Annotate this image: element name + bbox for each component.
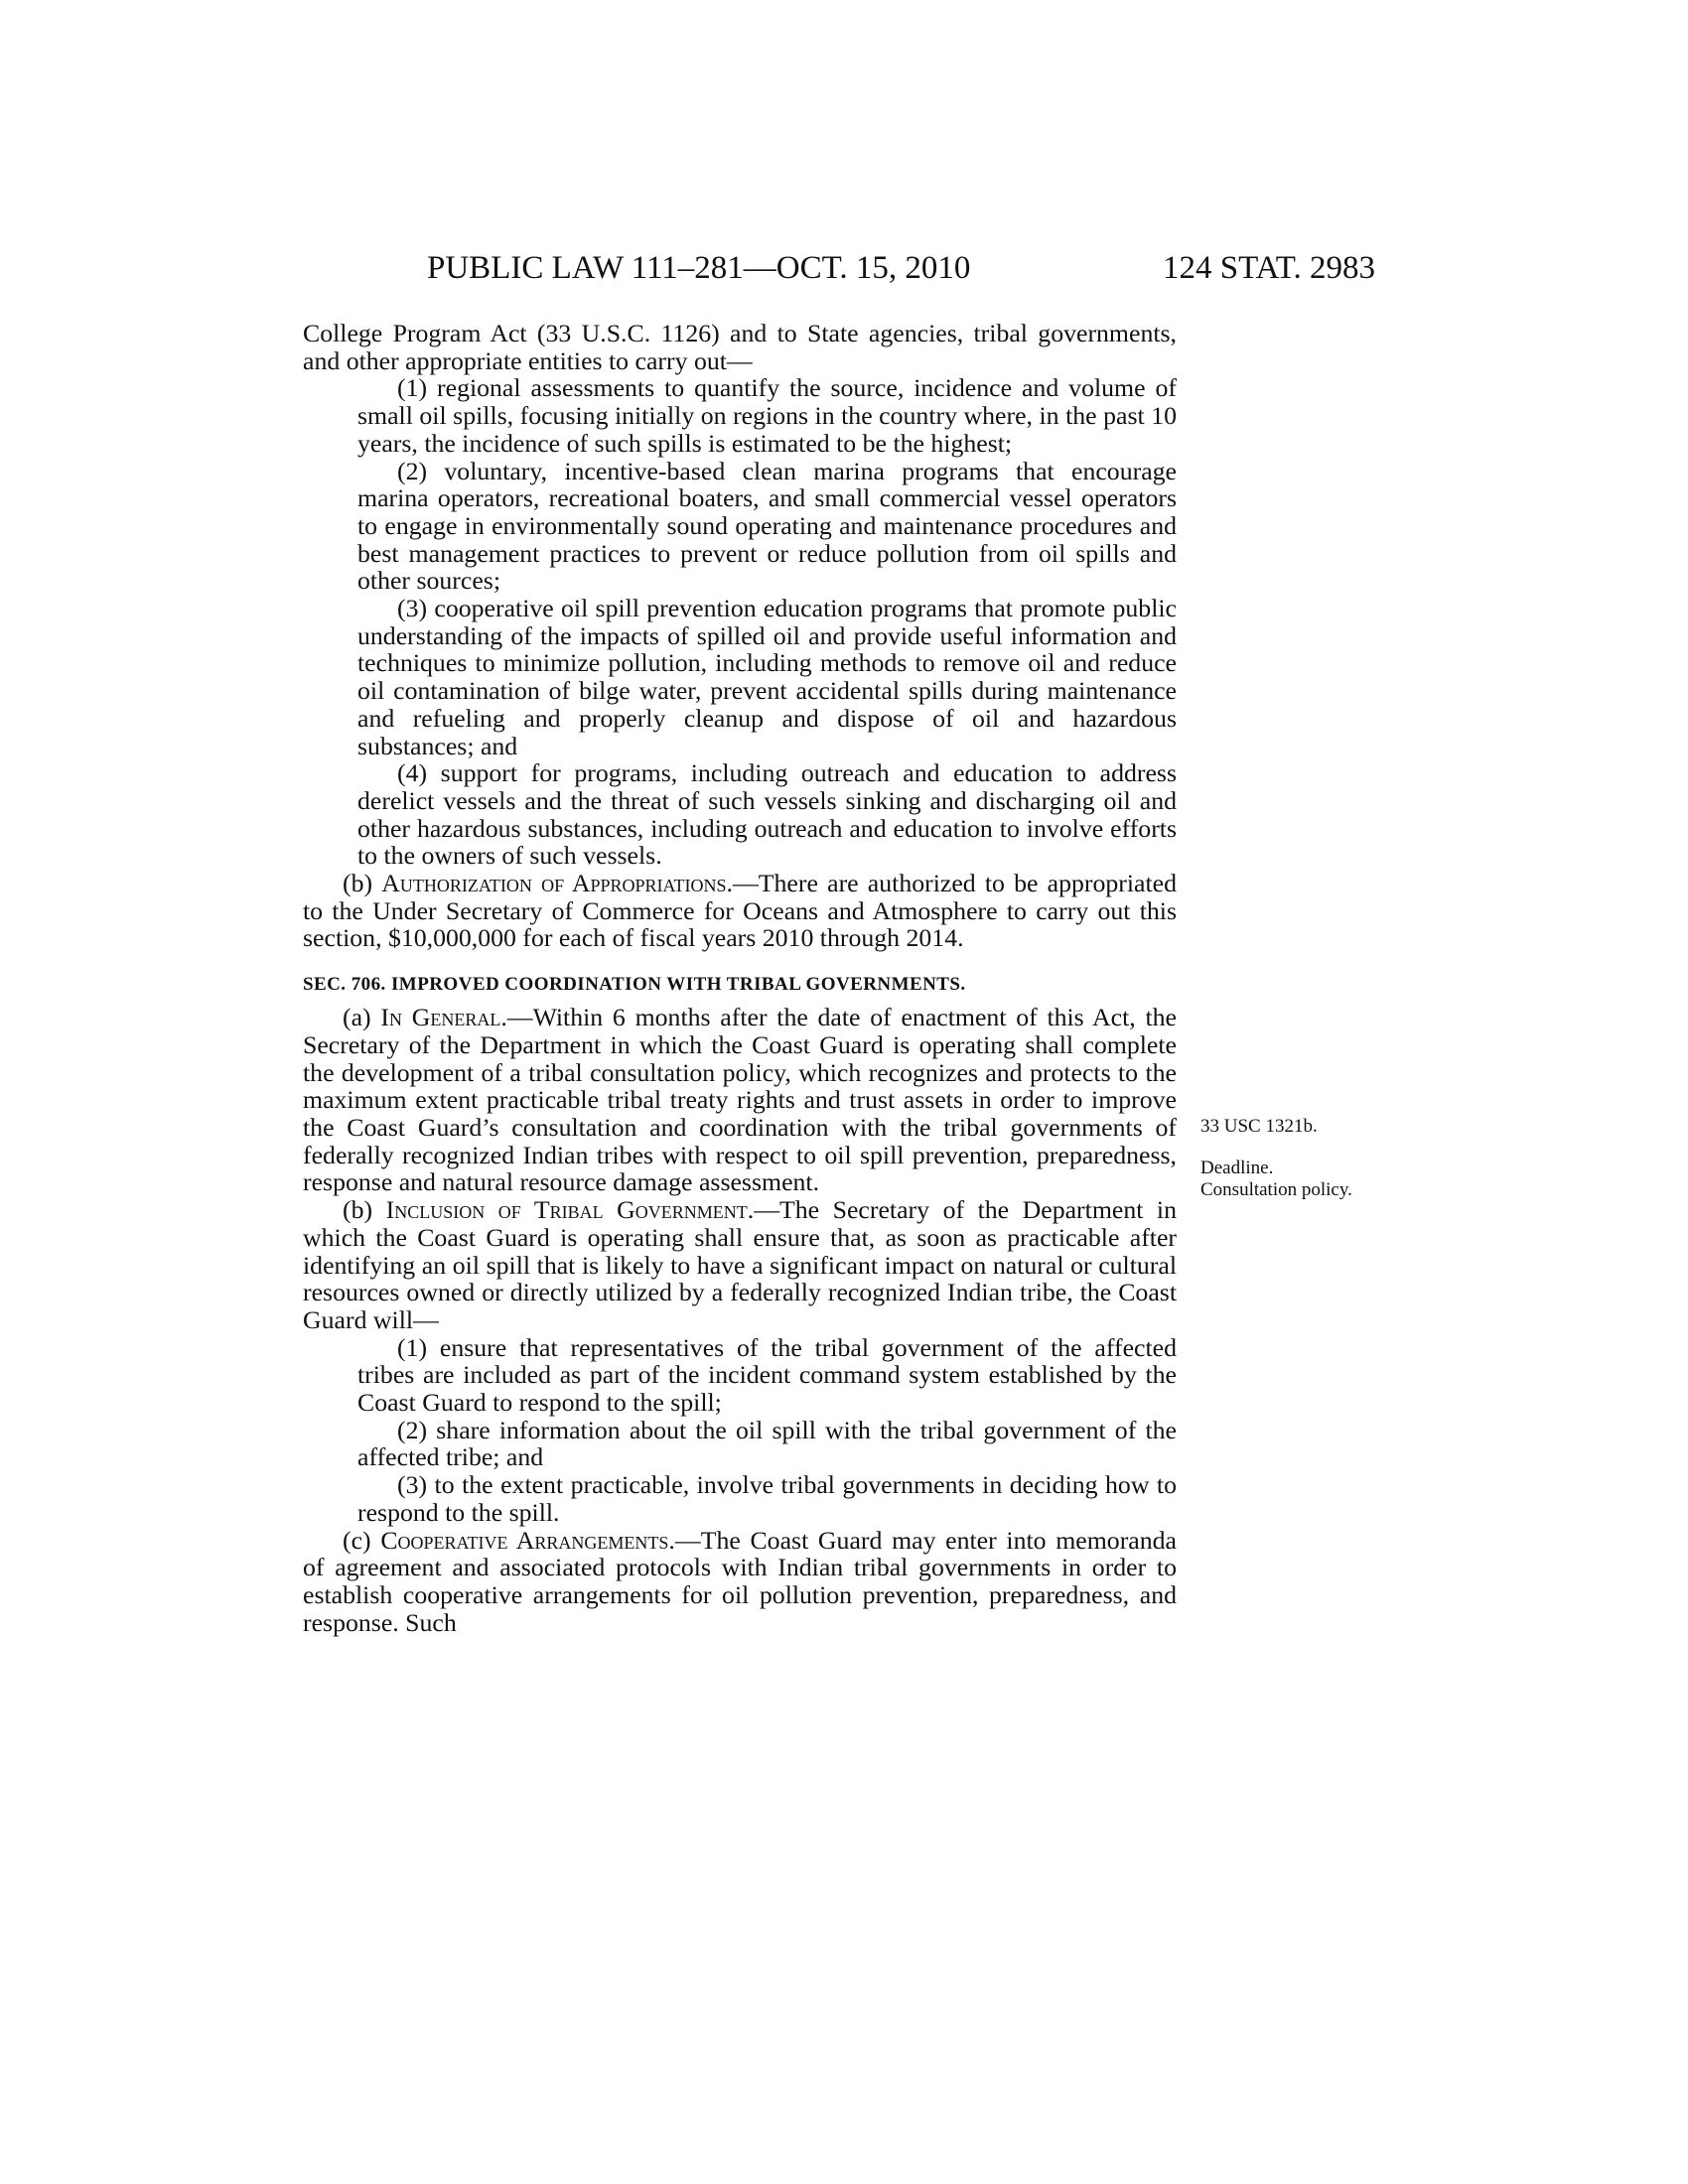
list-item: (3) to the extent practicable, involve tribal governments in deciding how to respond to the spill. — [357, 1470, 1177, 1527]
subsection-text: —Within 6 months after the date of enactment of this Act, the Secretary of the Department in which the Coast Guard is operating shall complete the development of a tribal consultation policy, which recognizes and protects to the maximum extent practicable tribal treaty rights and trust assets in order to improve the Coast Guard’s consultation and coordination with the tribal governments of federally recognized Indian tribes with respect to oil spill prevention, preparedness, response and natural resource damage assessment. — [303, 1003, 1177, 1197]
subsection-b — [303, 1196, 1177, 1334]
subsection-label: (b) — [343, 869, 382, 898]
margin-citation: 33 USC 1321b. — [1200, 1116, 1318, 1137]
subsection-label: (c) — [343, 1525, 381, 1555]
authorization-paragraph — [303, 870, 1177, 952]
subsection-text: —The Secretary of the Department in which the Coast Guard is operating shall ensure that, as soon as practicable after identifying an oil spill that is likely to have a significant impact on natural or cultural resources owned or directly utilized by a federally recognized Indian tribe, the Coast Guard will— — [303, 1195, 1177, 1334]
page-header — [427, 248, 1375, 288]
subsection-heading: In General. — [380, 1003, 507, 1032]
list-item: (3) cooperative oil spill prevention education programs that promote public understanding of the impacts of spilled oil and provide useful information and techniques to minimize pollution, including methods to remove oil and reduce oil contamination of bilge water, prevent accidental spills during maintenance and refueling and properly cleanup and dispose of oil and hazardous substances; and — [357, 594, 1177, 760]
subsection-heading: Authorization of Appropriations. — [381, 869, 733, 898]
margin-note: Deadline. Consultation policy. — [1200, 1158, 1352, 1200]
subsection-heading: Cooperative Arrangements. — [380, 1525, 675, 1555]
list-item: (1) regional assessments to quantify the source, incidence and volume of small oil spills, focusing initially on regions in the country where, in the past 10 years, the incidence of such spills is estimated to be the highest; — [357, 373, 1177, 458]
list-item: (2) share information about the oil spill with the tribal government of the affected tribe; and — [357, 1415, 1177, 1472]
document-body — [303, 320, 1177, 1636]
subsection-label: (a) — [343, 1003, 381, 1032]
subsection-a — [303, 1004, 1177, 1196]
list-item: (4) support for programs, including outreach and education to address derelict vessels and the threat of such vessels sinking and discharging oil and other hazardous substances, including outreach and education to involve efforts to the owners of such vessels. — [357, 758, 1177, 871]
list-item: (2) voluntary, incentive-based clean marina programs that encourage marina operators, recreational boaters, and small commercial vessel operators to engage in environmentally sound operating and maintenance procedures and best management practices to prevent or reduce pollution from oil spills and other sources; — [357, 456, 1177, 596]
intro-paragraph: College Program Act (33 U.S.C. 1126) and to State agencies, tribal governments, and other appropriate entities to carry out— — [303, 319, 1177, 375]
subsection-heading: Inclusion of Tribal Government. — [385, 1195, 755, 1225]
subsection-text: —There are authorized to be appropriated to the Under Secretary of Commerce for Oceans and Atmosphere to carry out this section, $10,000,000 for each of fiscal years 2010 through 2014. — [303, 869, 1178, 953]
statute-page-number: 124 STAT. 2983 — [1162, 250, 1375, 286]
list-item: (1) ensure that representatives of the tribal government of the affected tribes are included as part of the incident command system established by the Coast Guard to respond to the spill; — [357, 1332, 1177, 1418]
public-law-title: PUBLIC LAW 111–281—OCT. 15, 2010 — [427, 250, 971, 286]
section-heading: SEC. 706. IMPROVED COORDINATION WITH TRIBAL GOVERNMENTS. — [303, 974, 966, 996]
subsection-text: —The Coast Guard may enter into memoranda of agreement and associated protocols with Indian tribal governments in order to establish cooperative arrangements for oil pollution prevention, preparedness, and response. Such — [303, 1525, 1177, 1637]
subsection-label: (b) — [343, 1195, 386, 1225]
subsection-c — [303, 1527, 1177, 1637]
